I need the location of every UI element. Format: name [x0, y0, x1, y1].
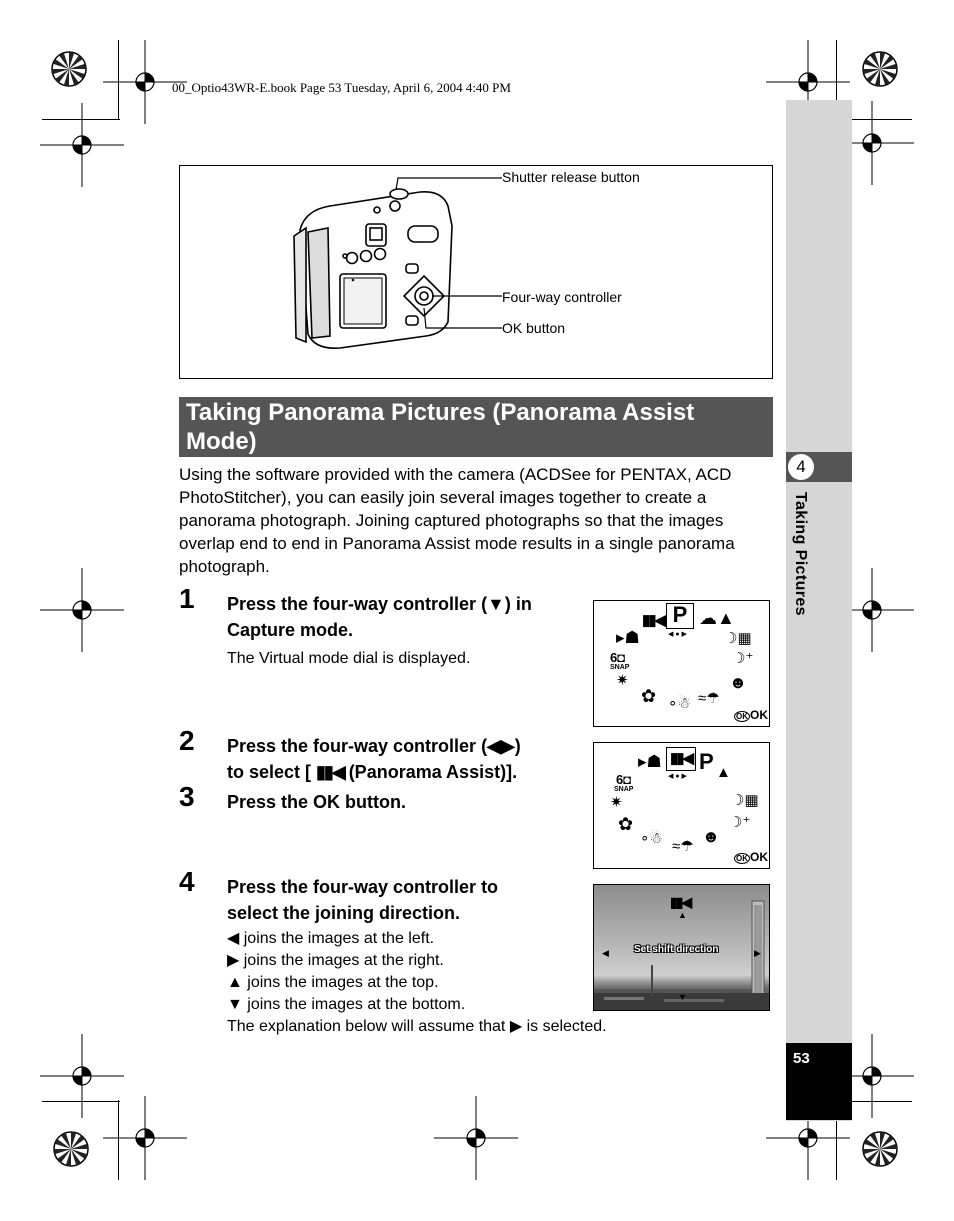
program-mode-icon: P: [699, 749, 714, 774]
chapter-number: 4: [788, 454, 814, 480]
mode-dial-screen-2: [593, 742, 770, 869]
step-number-3: 3: [179, 781, 195, 812]
callout-four-way-controller: Four-way controller: [502, 289, 622, 305]
landscape-icon: ☁▲: [699, 608, 735, 628]
panorama-inline-icon: ▮▮◀: [316, 762, 344, 782]
snap-label: SNAP: [614, 786, 634, 793]
print-header: 00_Optio43WR-E.book Page 53 Tuesday, April 6, 2004 4:40 PM: [172, 80, 511, 95]
direction-left: ◀ joins the images at the left.: [227, 930, 435, 947]
step-4-direction-list: [227, 928, 607, 1038]
panorama-mode-icon: ▮▮◀: [670, 894, 691, 910]
step-title-2-line-b: [227, 759, 521, 785]
program-mode-box: [666, 603, 694, 629]
panorama-assist-selected-box: ▮▮◀: [666, 747, 696, 771]
step-number-4: 4: [179, 866, 195, 897]
step-number-1: 1: [179, 583, 195, 614]
ok-icon: [734, 851, 768, 863]
ok-symbol: OK: [736, 712, 748, 721]
snap-icon: 6◘: [616, 772, 632, 787]
step-title-2-line-a: Press the four-way controller (◀▶): [227, 736, 521, 756]
selector-arrows: ◀ ● ▶: [668, 631, 687, 638]
step-title-4-line-b: select the joining direction.: [227, 903, 461, 923]
callout-shutter-release: Shutter release button: [502, 169, 640, 185]
night-portrait-icon: ☽⁺: [729, 814, 751, 831]
night-scene-icon: ☽▦: [731, 792, 759, 809]
step-title-1: [227, 591, 532, 643]
direction-bottom: ▼ joins the images at the bottom.: [227, 996, 466, 1013]
step-4-note: The explanation below will assume that ▶ is selected.: [227, 1018, 607, 1035]
arrow-down-icon: ▼: [678, 992, 687, 1002]
step-title-1-line-b: Capture mode.: [227, 620, 354, 640]
mode-dial-screen-1: [593, 600, 770, 727]
flower-icon: ✿: [618, 814, 634, 834]
selector-arrows: ◀ ● ▶: [668, 773, 687, 780]
snap-label: SNAP: [610, 664, 630, 671]
snow-icon: ∘☃: [640, 830, 663, 847]
shift-direction-label: Set shift direction: [634, 944, 719, 955]
program-mode-letter: P: [672, 602, 688, 627]
step-title-4: [227, 874, 498, 926]
surf-snow-icon: ≈☂: [698, 690, 720, 707]
step-number-2: 2: [179, 725, 195, 756]
ok-label: OK: [750, 850, 768, 864]
panorama-assist-icon: ▮▮◀: [642, 612, 665, 629]
section-title: Taking Panorama Pictures (Panorama Assist Mode): [186, 399, 695, 455]
ok-icon: [734, 709, 768, 721]
movie-icon: ▸☗: [638, 752, 662, 771]
arrow-left-icon: ◀: [602, 948, 609, 958]
arrow-up-icon: ▲: [678, 910, 687, 920]
step-title-4-line-a: Press the four-way controller to: [227, 877, 499, 897]
arrow-right-icon: ▶: [754, 948, 761, 958]
landscape-icon: ▲: [716, 764, 731, 781]
fireworks-icon: ✷: [610, 794, 623, 811]
ok-symbol: OK: [736, 854, 748, 863]
snow-icon: ∘☃: [668, 695, 691, 712]
callout-ok-button: OK button: [502, 320, 566, 336]
direction-right: ▶ joins the images at the right.: [227, 952, 444, 969]
step-title-1-line-a: Press the four-way controller (▼) in: [227, 594, 532, 614]
step-title-2-pre: to select [: [227, 762, 317, 782]
step-title-2: [227, 733, 521, 785]
direction-top: ▲ joins the images at the top.: [227, 974, 439, 991]
step-title-2-post: (Panorama Assist)].: [343, 762, 518, 782]
portrait-icon: ☻: [702, 827, 720, 846]
portrait-icon: ☻: [729, 673, 747, 692]
step-title-3: Press the OK button.: [227, 792, 407, 812]
page-number: 53: [793, 1050, 810, 1067]
shift-direction-screen: [593, 884, 770, 1011]
ok-label: OK: [750, 708, 768, 722]
flower-icon: ✿: [641, 686, 657, 706]
chapter-title: Taking Pictures: [792, 492, 809, 616]
camera-figure: [179, 165, 773, 379]
intro-paragraph: Using the software provided with the camera (ACDSee for PENTAX, ACD PhotoStitcher), you can easily join several images together to create a panorama photograph. Joining captured photographs so that the images overlap end to end in Panorama Assist mode results in a single panorama photograph.: [179, 465, 735, 576]
snap-icon: 6◘: [610, 650, 626, 665]
fireworks-icon: ✷: [616, 672, 629, 689]
night-portrait-icon: ☽⁺: [732, 650, 754, 667]
surf-snow-icon: ≈☂: [672, 838, 694, 855]
camera-illustration: [180, 166, 772, 378]
movie-icon: ▸☗: [616, 628, 640, 647]
step-desc-1: The Virtual mode dial is displayed.: [227, 650, 471, 667]
night-scene-icon: ☽▦: [724, 630, 752, 647]
